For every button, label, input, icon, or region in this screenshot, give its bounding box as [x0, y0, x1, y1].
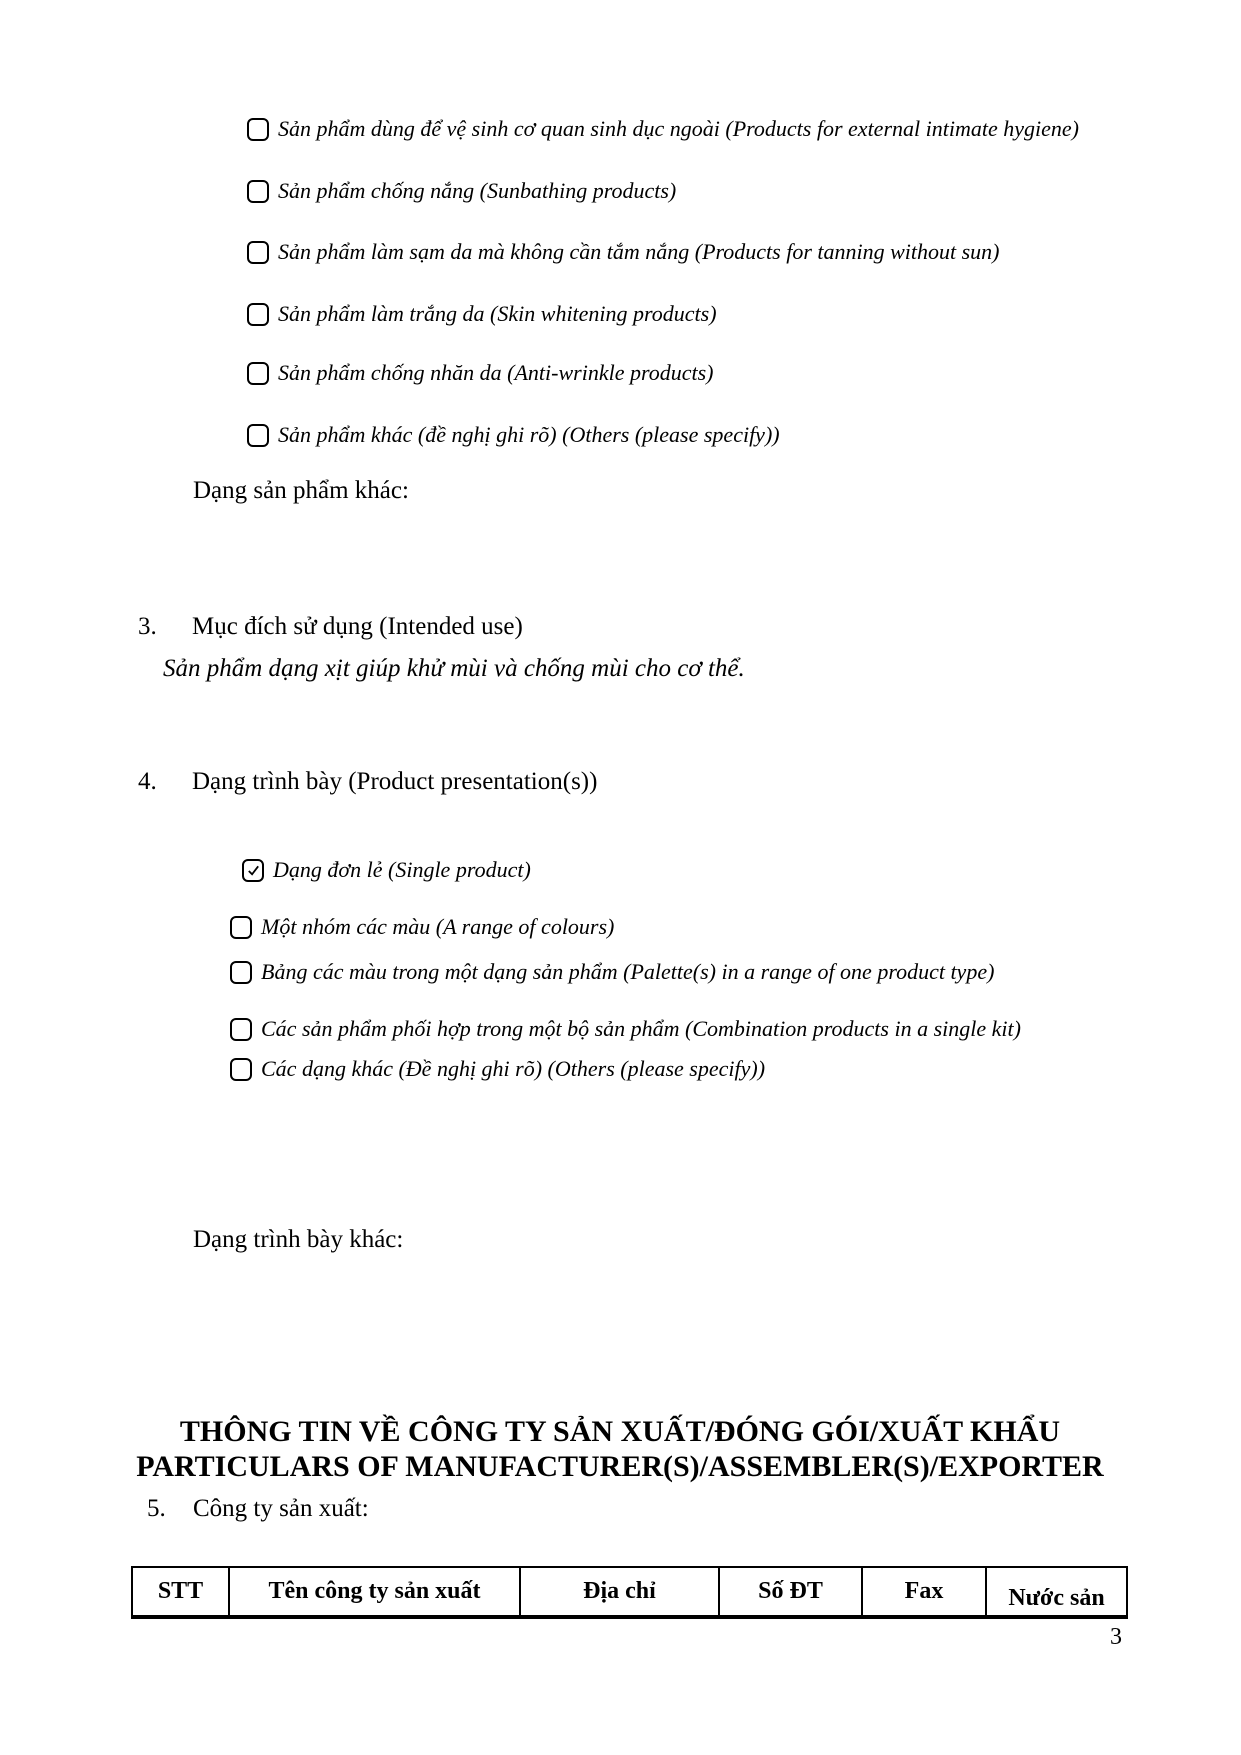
- checkbox-icon[interactable]: [247, 118, 269, 141]
- manufacturer-heading: [70, 1414, 1170, 1484]
- product-type-option-label: Sản phẩm làm sạm da mà không cần tắm nắng (Products for tanning without sun): [278, 239, 1000, 264]
- product-type-option: [247, 237, 1000, 267]
- col-header-country: Nước sản: [986, 1567, 1127, 1617]
- other-presentation-label: Dạng trình bày khác:: [193, 1226, 404, 1253]
- presentation-option-label: Các dạng khác (Đề nghị ghi rõ) (Others (please specify)): [261, 1056, 766, 1081]
- presentation-option-label: Dạng đơn lẻ (Single product): [273, 857, 531, 882]
- check-icon: [246, 863, 261, 878]
- section4-title: Dạng trình bày (Product presentation(s)): [192, 768, 598, 795]
- product-type-option-label: Sản phẩm chống nhăn da (Anti-wrinkle products): [278, 360, 714, 385]
- col-header-phone: Số ĐT: [719, 1567, 862, 1617]
- col-header-address: Địa chỉ: [520, 1567, 719, 1617]
- presentation-option: [230, 912, 614, 942]
- presentation-option: [230, 957, 994, 987]
- checkbox-icon[interactable]: [247, 180, 269, 203]
- checkbox-icon[interactable]: [230, 916, 252, 939]
- presentation-option: [242, 855, 531, 885]
- product-type-option-label: Sản phẩm khác (đề nghị ghi rõ) (Others (please specify)): [278, 422, 780, 447]
- presentation-option-label: Một nhóm các màu (A range of colours): [261, 914, 615, 939]
- checkbox-icon[interactable]: [247, 424, 269, 447]
- col-header-fax: Fax: [862, 1567, 986, 1617]
- checkbox-icon[interactable]: [230, 1018, 252, 1041]
- section3-title: Mục đích sử dụng (Intended use): [192, 613, 523, 640]
- product-type-option: [247, 420, 780, 450]
- section5-title: Công ty sản xuất:: [193, 1495, 369, 1522]
- checkbox-icon[interactable]: [230, 1058, 252, 1081]
- presentation-option: [230, 1054, 765, 1084]
- checkbox-icon[interactable]: [247, 303, 269, 326]
- checkbox-checked-icon[interactable]: [242, 859, 264, 882]
- manufacturer-table: [131, 1566, 1128, 1619]
- checkbox-icon[interactable]: [247, 362, 269, 385]
- product-type-option-label: Sản phẩm làm trắng da (Skin whitening products): [278, 301, 717, 326]
- col-header-company-name: Tên công ty sản xuất: [229, 1567, 520, 1617]
- intended-use-value: Sản phẩm dạng xịt giúp khử mùi và chống mùi cho cơ thể.: [163, 655, 745, 682]
- section5-number: 5.: [147, 1495, 166, 1522]
- product-type-option: [247, 358, 713, 388]
- section4-number: 4.: [138, 768, 157, 795]
- col-header-stt: STT: [132, 1567, 229, 1617]
- product-type-option: [247, 114, 1079, 144]
- presentation-option: [230, 1014, 1021, 1044]
- product-type-option: [247, 176, 676, 206]
- manufacturer-heading-en: PARTICULARS OF MANUFACTURER(S)/ASSEMBLER(S)/EXPORTER: [136, 1450, 1104, 1483]
- checkbox-icon[interactable]: [247, 241, 269, 264]
- other-product-type-label: Dạng sản phẩm khác:: [193, 477, 409, 504]
- checkbox-icon[interactable]: [230, 961, 252, 984]
- product-type-option-label: Sản phẩm dùng để vệ sinh cơ quan sinh dục ngoài (Products for external intimate hygiene): [278, 116, 1079, 141]
- section3-number: 3.: [138, 613, 157, 640]
- presentation-option-label: Bảng các màu trong một dạng sản phẩm (Palette(s) in a range of one product type): [261, 959, 995, 984]
- manufacturer-heading-vi: THÔNG TIN VỀ CÔNG TY SẢN XUẤT/ĐÓNG GÓI/XUẤT KHẨU: [179, 1415, 1061, 1448]
- page-number: 3: [1110, 1624, 1122, 1650]
- product-type-option-label: Sản phẩm chống nắng (Sunbathing products): [278, 178, 677, 203]
- presentation-option-label: Các sản phẩm phối hợp trong một bộ sản phẩm (Combination products in a single kit): [261, 1016, 1021, 1041]
- manufacturer-table-header-row: [132, 1567, 1127, 1617]
- product-type-option: [247, 299, 717, 329]
